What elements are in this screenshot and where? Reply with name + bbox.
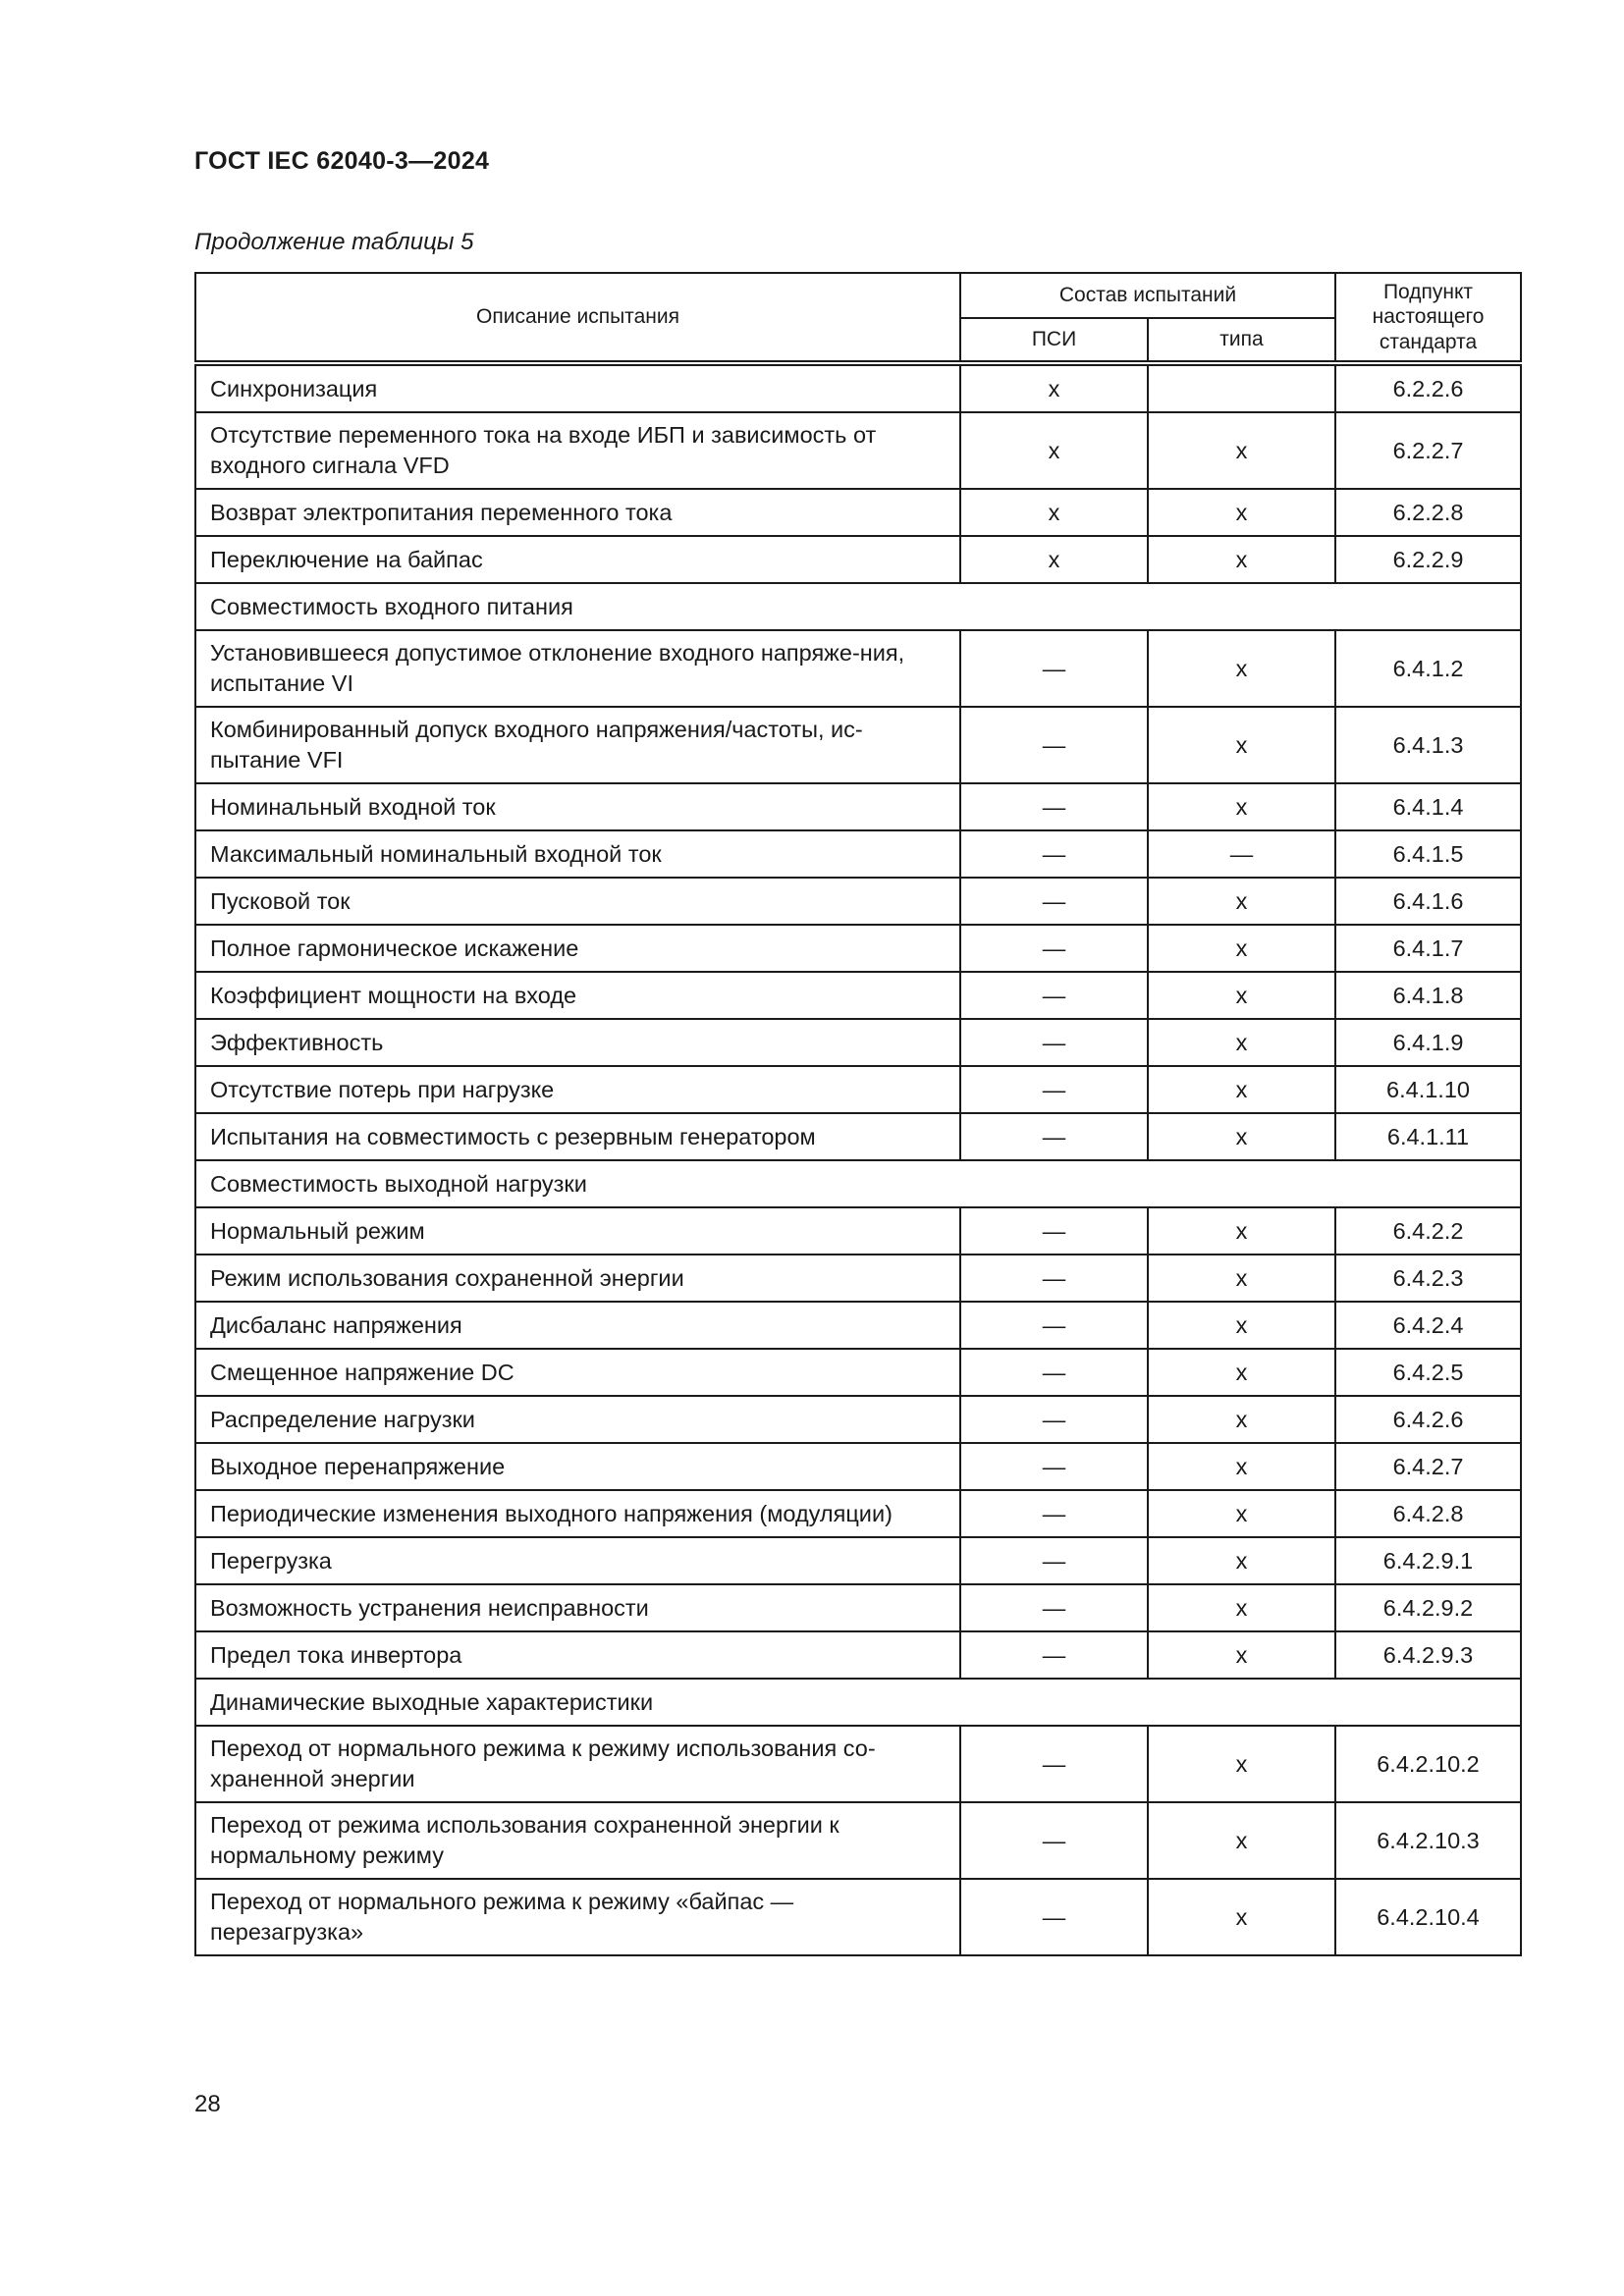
cell-clause: 6.2.2.7 <box>1335 412 1521 489</box>
table-row <box>195 878 1521 925</box>
cell-clause: 6.4.1.6 <box>1335 878 1521 925</box>
cell-type: x <box>1148 1349 1335 1396</box>
table-row <box>195 1019 1521 1066</box>
table-row <box>195 412 1521 489</box>
cell-psi: x <box>960 412 1148 489</box>
cell-description: Комбинированный допуск входного напряжения/частоты, ис-пытание VFI <box>195 707 960 783</box>
cell-psi: — <box>960 783 1148 830</box>
cell-clause: 6.4.1.8 <box>1335 972 1521 1019</box>
table-row <box>195 1349 1521 1396</box>
cell-description: Переход от нормального режима к режиму использования со-храненной энергии <box>195 1726 960 1802</box>
cell-psi: — <box>960 1443 1148 1490</box>
cell-clause: 6.4.2.10.3 <box>1335 1802 1521 1879</box>
table-row <box>195 783 1521 830</box>
header-clause: Подпункт настоящего стандарта <box>1335 273 1521 363</box>
cell-psi: — <box>960 1302 1148 1349</box>
cell-clause: 6.4.1.2 <box>1335 630 1521 707</box>
cell-type: x <box>1148 707 1335 783</box>
cell-clause: 6.4.2.9.2 <box>1335 1584 1521 1631</box>
table-row <box>195 1443 1521 1490</box>
cell-description: Смещенное напряжение DC <box>195 1349 960 1396</box>
section-row <box>195 1679 1521 1726</box>
cell-type: x <box>1148 783 1335 830</box>
table-caption: Продолжение таблицы 5 <box>194 229 474 255</box>
cell-type: x <box>1148 1631 1335 1679</box>
cell-description: Периодические изменения выходного напряжения (модуляции) <box>195 1490 960 1537</box>
cell-psi: — <box>960 1584 1148 1631</box>
table-row <box>195 1396 1521 1443</box>
cell-type: x <box>1148 1443 1335 1490</box>
cell-type: x <box>1148 630 1335 707</box>
cell-psi: — <box>960 1631 1148 1679</box>
cell-psi: — <box>960 1726 1148 1802</box>
cell-psi: — <box>960 925 1148 972</box>
cell-psi: — <box>960 1537 1148 1584</box>
header-psi: ПСИ <box>960 318 1148 363</box>
cell-description: Отсутствие потерь при нагрузке <box>195 1066 960 1113</box>
cell-clause: 6.4.2.5 <box>1335 1349 1521 1396</box>
cell-psi: — <box>960 1019 1148 1066</box>
cell-clause: 6.2.2.8 <box>1335 489 1521 536</box>
cell-type: x <box>1148 1302 1335 1349</box>
cell-clause: 6.4.2.3 <box>1335 1255 1521 1302</box>
cell-psi: — <box>960 1207 1148 1255</box>
cell-type: x <box>1148 972 1335 1019</box>
cell-description: Полное гармоническое искажение <box>195 925 960 972</box>
table-row <box>195 707 1521 783</box>
cell-type: x <box>1148 1207 1335 1255</box>
cell-description: Номинальный входной ток <box>195 783 960 830</box>
table-row <box>195 830 1521 878</box>
table-row <box>195 1255 1521 1302</box>
section-title: Совместимость входного питания <box>195 583 1521 630</box>
cell-psi: — <box>960 1066 1148 1113</box>
cell-clause: 6.2.2.9 <box>1335 536 1521 583</box>
cell-description: Эффективность <box>195 1019 960 1066</box>
cell-clause: 6.4.1.9 <box>1335 1019 1521 1066</box>
section-row <box>195 583 1521 630</box>
cell-type <box>1148 363 1335 412</box>
table-row <box>195 1584 1521 1631</box>
cell-clause: 6.4.2.10.2 <box>1335 1726 1521 1802</box>
table-row <box>195 489 1521 536</box>
section-title: Динамические выходные характеристики <box>195 1679 1521 1726</box>
cell-description: Распределение нагрузки <box>195 1396 960 1443</box>
table-row <box>195 1207 1521 1255</box>
table-row <box>195 1802 1521 1879</box>
cell-clause: 6.4.1.10 <box>1335 1066 1521 1113</box>
table-row <box>195 1631 1521 1679</box>
cell-psi: — <box>960 707 1148 783</box>
table-row <box>195 1490 1521 1537</box>
cell-description: Переключение на байпас <box>195 536 960 583</box>
cell-psi: — <box>960 972 1148 1019</box>
cell-type: x <box>1148 925 1335 972</box>
cell-description: Предел тока инвертора <box>195 1631 960 1679</box>
cell-psi: — <box>960 630 1148 707</box>
cell-description: Максимальный номинальный входной ток <box>195 830 960 878</box>
cell-description: Установившееся допустимое отклонение входного напряже-ния, испытание VI <box>195 630 960 707</box>
cell-clause: 6.4.1.7 <box>1335 925 1521 972</box>
cell-clause: 6.4.1.5 <box>1335 830 1521 878</box>
cell-psi: — <box>960 1490 1148 1537</box>
tests-table <box>194 272 1522 1956</box>
cell-description: Переход от режима использования сохраненной энергии к нормальному режиму <box>195 1802 960 1879</box>
table-row <box>195 1066 1521 1113</box>
cell-type: x <box>1148 1584 1335 1631</box>
cell-type: x <box>1148 1490 1335 1537</box>
cell-type: x <box>1148 1537 1335 1584</box>
cell-clause: 6.2.2.6 <box>1335 363 1521 412</box>
document-title: ГОСТ IEC 62040-3—2024 <box>194 147 490 175</box>
cell-type: x <box>1148 536 1335 583</box>
table-row <box>195 630 1521 707</box>
table-row <box>195 1879 1521 1955</box>
cell-clause: 6.4.1.11 <box>1335 1113 1521 1160</box>
cell-description: Нормальный режим <box>195 1207 960 1255</box>
cell-clause: 6.4.2.4 <box>1335 1302 1521 1349</box>
cell-type: x <box>1148 1255 1335 1302</box>
section-title: Совместимость выходной нагрузки <box>195 1160 1521 1207</box>
cell-clause: 6.4.2.9.1 <box>1335 1537 1521 1584</box>
table-row <box>195 1113 1521 1160</box>
cell-psi: — <box>960 1349 1148 1396</box>
cell-psi: x <box>960 536 1148 583</box>
header-description: Описание испытания <box>195 273 960 363</box>
table-row <box>195 1537 1521 1584</box>
cell-clause: 6.4.2.7 <box>1335 1443 1521 1490</box>
table-row <box>195 363 1521 412</box>
table-row <box>195 536 1521 583</box>
cell-type: x <box>1148 1066 1335 1113</box>
cell-clause: 6.4.2.6 <box>1335 1396 1521 1443</box>
cell-psi: — <box>960 1113 1148 1160</box>
cell-clause: 6.4.2.9.3 <box>1335 1631 1521 1679</box>
cell-clause: 6.4.1.4 <box>1335 783 1521 830</box>
cell-type: x <box>1148 1726 1335 1802</box>
cell-description: Перегрузка <box>195 1537 960 1584</box>
table-body <box>195 363 1521 1955</box>
cell-psi: x <box>960 363 1148 412</box>
cell-clause: 6.4.1.3 <box>1335 707 1521 783</box>
section-row <box>195 1160 1521 1207</box>
cell-clause: 6.4.2.10.4 <box>1335 1879 1521 1955</box>
cell-description: Коэффициент мощности на входе <box>195 972 960 1019</box>
table-row <box>195 972 1521 1019</box>
cell-psi: — <box>960 878 1148 925</box>
table-header <box>195 273 1521 363</box>
table-row <box>195 1302 1521 1349</box>
cell-psi: — <box>960 830 1148 878</box>
cell-clause: 6.4.2.2 <box>1335 1207 1521 1255</box>
page-number: 28 <box>194 2091 221 2117</box>
cell-psi: — <box>960 1879 1148 1955</box>
cell-psi: x <box>960 489 1148 536</box>
cell-description: Синхронизация <box>195 363 960 412</box>
cell-description: Отсутствие переменного тока на входе ИБП и зависимость от входного сигнала VFD <box>195 412 960 489</box>
cell-type: x <box>1148 878 1335 925</box>
table-row <box>195 925 1521 972</box>
cell-psi: — <box>960 1396 1148 1443</box>
cell-type: — <box>1148 830 1335 878</box>
cell-clause: 6.4.2.8 <box>1335 1490 1521 1537</box>
cell-psi: — <box>960 1802 1148 1879</box>
cell-type: x <box>1148 412 1335 489</box>
cell-type: x <box>1148 1113 1335 1160</box>
cell-description: Испытания на совместимость с резервным генератором <box>195 1113 960 1160</box>
cell-type: x <box>1148 1396 1335 1443</box>
cell-type: x <box>1148 1879 1335 1955</box>
cell-description: Дисбаланс напряжения <box>195 1302 960 1349</box>
cell-type: x <box>1148 1802 1335 1879</box>
cell-type: x <box>1148 489 1335 536</box>
cell-type: x <box>1148 1019 1335 1066</box>
cell-description: Режим использования сохраненной энергии <box>195 1255 960 1302</box>
cell-description: Возврат электропитания переменного тока <box>195 489 960 536</box>
cell-description: Пусковой ток <box>195 878 960 925</box>
cell-description: Переход от нормального режима к режиму «байпас — перезагрузка» <box>195 1879 960 1955</box>
cell-description: Выходное перенапряжение <box>195 1443 960 1490</box>
header-tests-group: Состав испытаний <box>960 273 1335 318</box>
header-type: типа <box>1148 318 1335 363</box>
cell-description: Возможность устранения неисправности <box>195 1584 960 1631</box>
cell-psi: — <box>960 1255 1148 1302</box>
table-row <box>195 1726 1521 1802</box>
